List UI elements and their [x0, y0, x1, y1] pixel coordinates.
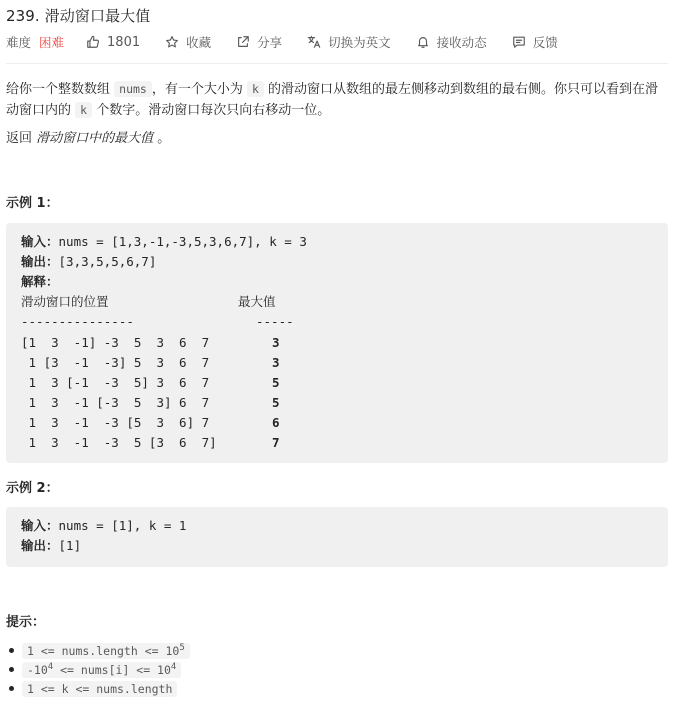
return-text: 。: [153, 131, 171, 146]
constraint-item: [22, 678, 190, 697]
bell-icon: [416, 35, 430, 49]
window-row: 1 3 -1 -3 [5 3 6] 7: [21, 415, 210, 430]
example-output-line: [21, 253, 156, 271]
exponent: 4: [170, 662, 177, 672]
window-row: [1 3 -1] -3 5 3 6 7: [21, 335, 210, 350]
inline-code: k: [75, 102, 92, 118]
max-dash-line: -----: [256, 314, 294, 329]
notify-label: 接收动态: [436, 35, 487, 50]
description-text: ，有一个大小为: [151, 82, 247, 97]
constraint-code: [22, 662, 181, 678]
explain-label: 解释：: [21, 274, 59, 289]
input-value: nums = [1], k = 1: [58, 518, 187, 533]
constraint-item: [22, 659, 190, 678]
thumbs-up-icon: [86, 35, 100, 49]
description-text: 给你一个整数数组: [6, 82, 115, 97]
inline-code: nums: [114, 81, 152, 97]
output-label: 输出：: [21, 254, 59, 269]
constraint-text: 1 <= nums.length <= 10: [27, 644, 180, 658]
difficulty-label: 难度: [6, 35, 32, 50]
window-dash-line: ---------------: [21, 314, 134, 329]
input-value: nums = [1,3,-1,-3,5,3,6,7], k = 3: [58, 234, 307, 249]
max-value: 6: [272, 415, 280, 430]
constraints-list: [22, 640, 190, 697]
input-label: 输入：: [21, 518, 59, 533]
input-label: 输入：: [21, 234, 59, 249]
output-value: [1]: [58, 538, 82, 553]
max-value: 3: [272, 335, 280, 350]
max-column-header: 最大值: [238, 294, 276, 309]
like-button[interactable]: [86, 35, 140, 50]
output-value: [3,3,5,5,6,7]: [58, 254, 157, 269]
window-row: 1 3 [-1 -3 5] 3 6 7: [21, 375, 210, 390]
inline-code: k: [247, 81, 264, 97]
difficulty-badge: 困难: [39, 35, 65, 50]
max-value: 5: [272, 395, 280, 410]
return-text: 返回: [6, 131, 37, 146]
problem-title: 239. 滑动窗口最大值: [6, 7, 151, 25]
divider: [6, 63, 668, 64]
example-input-line: [21, 233, 307, 251]
share-label: 分享: [257, 35, 283, 50]
translate-icon: [307, 35, 321, 49]
window-row: 1 3 -1 -3 5 [3 6 7]: [21, 435, 217, 450]
output-label: 输出：: [21, 538, 59, 553]
share-icon: [236, 35, 250, 49]
constraint-text: <= nums[i] <= 10: [53, 663, 171, 677]
exponent: 4: [47, 662, 54, 672]
max-value: 7: [272, 435, 280, 450]
example-1-heading: 示例 1：: [6, 196, 59, 211]
example-output-line: [21, 537, 81, 555]
translate-label: 切换为英文: [328, 35, 391, 50]
constraint-code: 1 <= k <= nums.length: [22, 681, 177, 697]
share-button[interactable]: [236, 33, 282, 51]
favorite-label: 收藏: [186, 35, 212, 50]
feedback-icon: [512, 35, 526, 49]
problem-meta-bar: [6, 33, 583, 51]
description-text: 个数字。滑动窗口每次只向右移动一位。: [92, 103, 331, 118]
return-emphasis: 滑动窗口中的最大值: [36, 131, 154, 146]
example-input-line: [21, 517, 186, 535]
like-count: 1801: [107, 34, 141, 50]
return-paragraph: [6, 129, 666, 149]
constraint-text: -10: [27, 663, 48, 677]
description-paragraph: [6, 79, 666, 121]
exponent: 5: [179, 643, 185, 653]
star-icon: [165, 35, 179, 49]
example-1-codeblock: [6, 223, 668, 463]
window-row: 1 3 -1 [-3 5 3] 6 7: [21, 395, 210, 410]
max-value: 3: [272, 355, 280, 370]
notify-button[interactable]: [416, 33, 487, 51]
window-row: 1 [3 -1 -3] 5 3 6 7: [21, 355, 210, 370]
favorite-button[interactable]: [165, 33, 211, 51]
description-text: 的滑动窗口从数组的最左侧移动到数组的最右侧。你只可以看到在滑动窗口内的: [6, 82, 659, 118]
window-column-header: 滑动窗口的位置: [21, 294, 109, 309]
example-2-heading: 示例 2：: [6, 481, 59, 496]
constraint-item: [22, 640, 190, 659]
feedback-label: 反馈: [532, 35, 558, 50]
example-2-codeblock: [6, 507, 668, 567]
tips-heading: 提示：: [6, 615, 46, 630]
feedback-button[interactable]: [512, 33, 558, 51]
explain-line: [21, 273, 59, 291]
translate-button[interactable]: [307, 33, 391, 51]
max-value: 5: [272, 375, 280, 390]
constraint-code: [22, 643, 190, 659]
